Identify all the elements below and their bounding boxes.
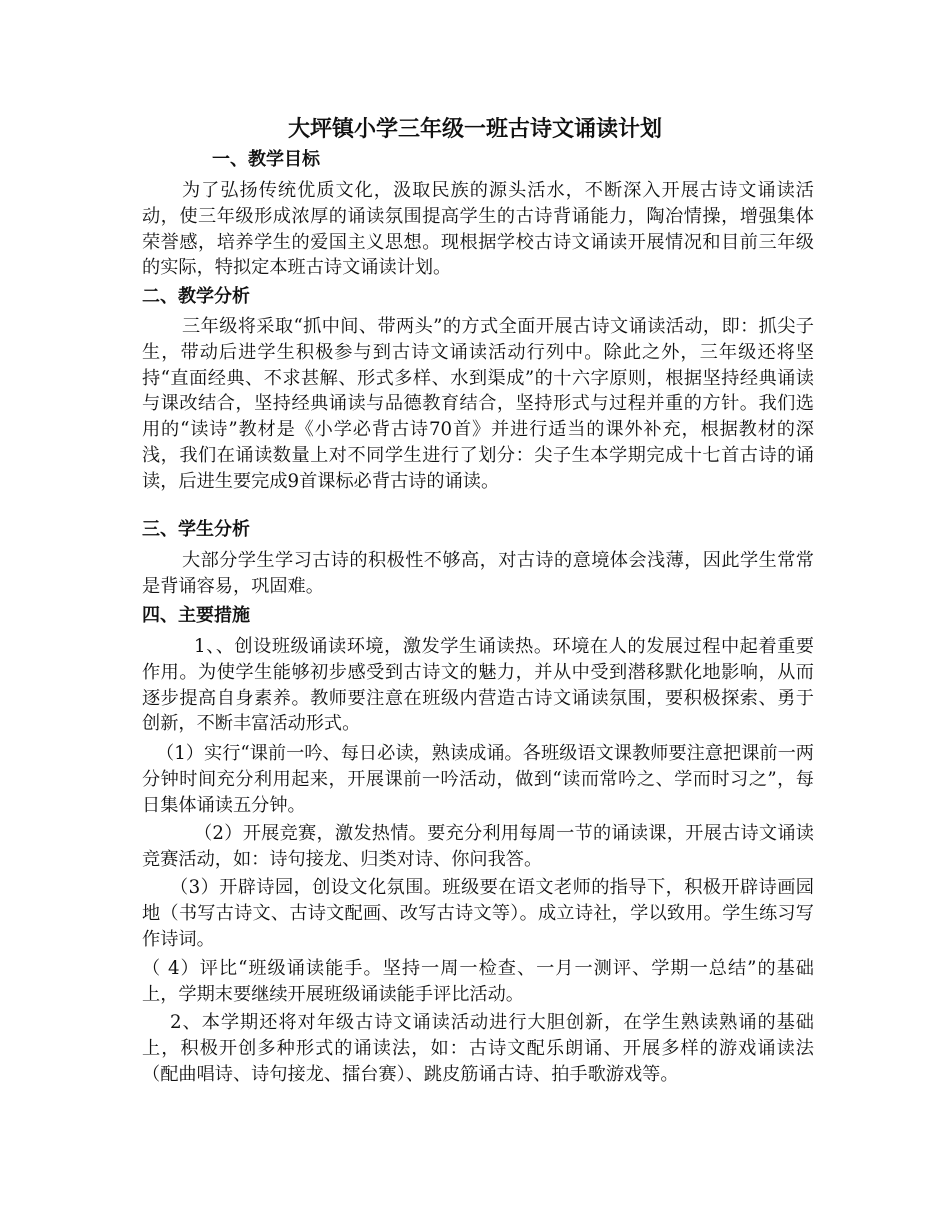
paragraph: （3）开辟诗园，创设文化氛围。班级要在语文老师的指导下，积极开辟诗画园地（书写古诗文、古诗文配画、改写古诗文等）。成立诗社，学以致用。学生练习写作诗词。: [142, 877, 814, 950]
section-heading-measures: 四、主要措施: [142, 605, 250, 626]
section-heading-goals: 一、教学目标: [212, 149, 320, 170]
document-title: 大坪镇小学三年级一班古诗文诵读计划: [287, 116, 662, 142]
paragraph: 为了弘扬传统优质文化，汲取民族的源头活水，不断深入开展古诗文诵读活动，使三年级形成浓厚的诵读氛围提高学生的古诗背诵能力，陶冶情操，增强集体荣誉感，培养学生的爱国主义思想。现根据学校古诗文诵读开展情况和目前三年级的实际，特拟定本班古诗文诵读计划。: [142, 180, 814, 279]
paragraph: （1）实行“课前一吟、每日必读，熟读成诵。各班级语文课教师要注意把课前一两分钟时间充分利用起来，开展课前一吟活动，做到“读而常吟之、学而时习之”，每日集体诵读五分钟。: [142, 743, 814, 816]
paragraph: 2、本学期还将对年级古诗文诵读活动进行大胆创新，在学生熟读熟诵的基础上，积极开创多种形式的诵读法，如：古诗文配乐朗诵、开展多样的游戏诵读法（配曲唱诗、诗句接龙、擂台赛）、跳皮筋诵古诗、拍手歌游戏等。: [142, 1012, 814, 1085]
paragraph: 三年级将采取“抓中间、带两头”的方式全面开展古诗文诵读活动，即：抓尖子生，带动后进学生积极参与到古诗文诵读活动行列中。除此之外，三年级还将坚持“直面经典、不求甚解、形式多样、水到渠成”的十六字原则，根据坚持经典诵读与课改结合，坚持经典诵读与品德教育结合，坚持形式与过程并重的方针。我们选用的“读诗”教材是《小学必背古诗70首》并进行适当的课外补充，根据教材的深浅，我们在诵读数量上对不同学生进行了划分：尖子生本学期完成十七首古诗的诵读，后进生要完成9首课标必背古诗的诵读。: [142, 316, 814, 492]
paragraph: 大部分学生学习古诗的积极性不够高，对古诗的意境体会浅薄，因此学生常常是背诵容易，巩固难。: [142, 550, 814, 597]
paragraph: （ 4）评比“班级诵读能手。坚持一周一检查、一月一测评、学期一总结”的基础上，学期末要继续开展班级诵读能手评比活动。: [142, 958, 814, 1005]
paragraph: （2）开展竞赛，激发热情。要充分利用每周一节的诵读课，开展古诗文诵读竞赛活动，如：诗句接龙、归类对诗、你问我答。: [142, 823, 814, 870]
paragraph: 1、、创设班级诵读环境，激发学生诵读热。环境在人的发展过程中起着重要作用。为使学生能够初步感受到古诗文的魅力，并从中受到潜移默化地影响，从而逐步提高自身素养。教师要注意在班级内营造古诗文诵读氛围，要积极探索、勇于创新，不断丰富活动形式。: [142, 636, 814, 735]
section-heading-students: 三、学生分析: [142, 519, 250, 540]
section-heading-analysis: 二、教学分析: [142, 286, 250, 307]
